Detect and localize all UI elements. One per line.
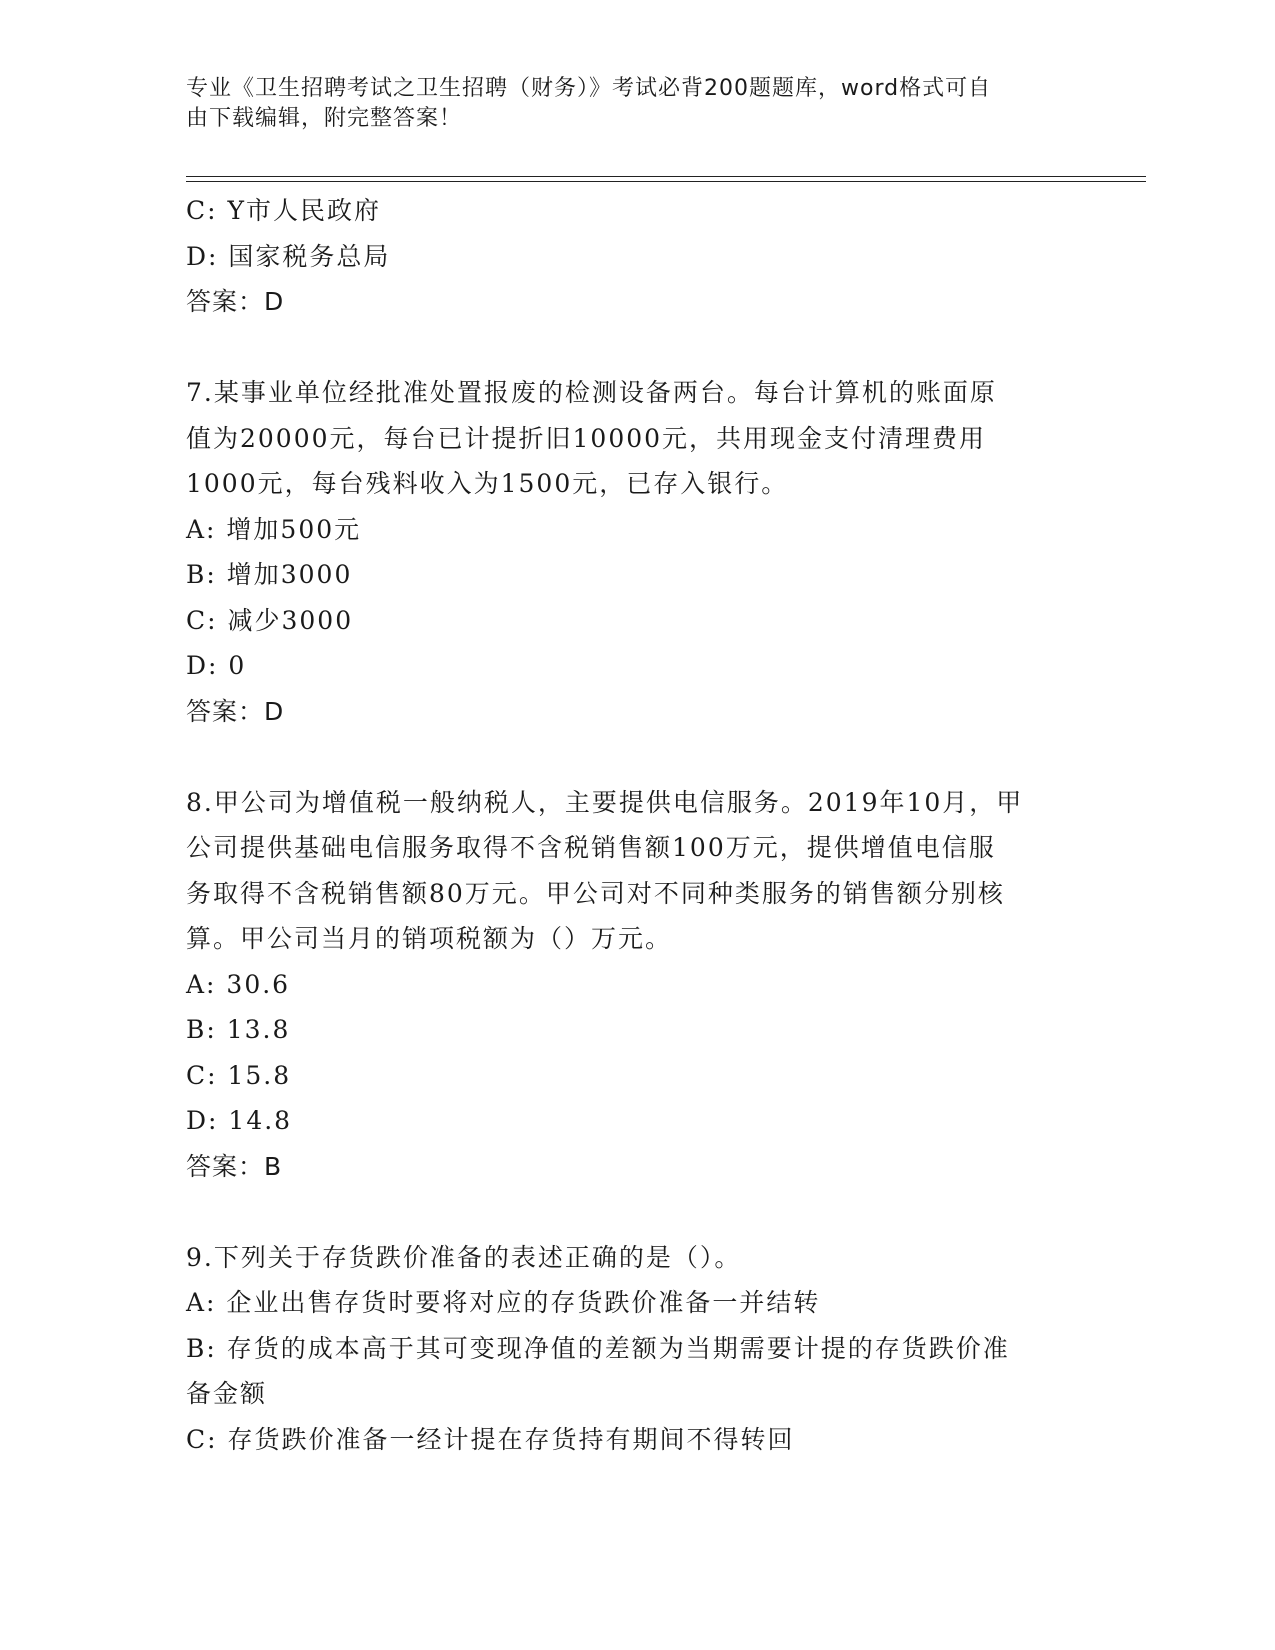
answer-label: 答案：B <box>186 1151 283 1181</box>
question-7 <box>186 370 1066 734</box>
question-list <box>186 188 1066 1462</box>
question-8 <box>186 780 1066 1190</box>
option-a: A: 企业出售存货时要将对应的存货跌价准备一并结转 <box>186 1288 821 1317</box>
option-b: B: 增加3000 <box>186 560 353 589</box>
spacer <box>186 1189 1066 1235</box>
question-9 <box>186 1235 1066 1463</box>
header-line-2: 由下载编辑，附完整答案！ <box>186 106 463 131</box>
option-a: A: 增加500元 <box>186 514 362 544</box>
answer-label: 答案：D <box>186 696 285 726</box>
header-rule-top <box>186 176 1146 177</box>
question-stem-line: 公司提供基础电信服务取得不含税销售额100万元，提供增值电信服 <box>186 833 996 862</box>
question-stem-line: 值为20000元，每台已计提折旧10000元，共用现金支付清理费用 <box>186 423 987 453</box>
option-c: C: Y市人民政府 <box>186 196 382 225</box>
question-stem-line: 务取得不含税销售额80万元。甲公司对不同种类服务的销售额分别核 <box>186 878 1005 908</box>
header-rule-bottom <box>186 181 1146 182</box>
option-d: D: 国家税务总局 <box>186 241 391 271</box>
option-b: B: 13.8 <box>186 1015 291 1044</box>
header-line-1: 专业《卫生招聘考试之卫生招聘（财务）》考试必背200题题库，word格式可自 <box>186 76 992 101</box>
option-a: A: 30.6 <box>186 969 291 999</box>
option-c: C: 减少3000 <box>186 605 354 635</box>
spacer <box>186 325 1066 371</box>
question-stem-line: 8.甲公司为增值税一般纳税人，主要提供电信服务。2019年10月，甲 <box>186 787 1024 817</box>
option-c: C: 存货跌价准备一经计提在存货持有期间不得转回 <box>186 1424 795 1454</box>
document-header <box>186 74 1066 134</box>
question-stem-line: 1000元，每台残料收入为1500元，已存入银行。 <box>186 469 789 498</box>
option-d: D: 0 <box>186 651 247 680</box>
answer-label: 答案：D <box>186 287 285 316</box>
question-stem-line: 算。甲公司当月的销项税额为（）万元。 <box>186 924 673 953</box>
question-stem-line: 7.某事业单位经批准处置报废的检测设备两台。每台计算机的账面原 <box>186 378 997 407</box>
option-d: D: 14.8 <box>186 1106 293 1135</box>
question-stem-line: 9.下列关于存货跌价准备的表述正确的是（）。 <box>186 1242 742 1272</box>
spacer <box>186 734 1066 780</box>
option-b-continued: 备金额 <box>186 1379 268 1408</box>
option-b: B: 存货的成本高于其可变现净值的差额为当期需要计提的存货跌价准 <box>186 1333 1010 1363</box>
option-c: C: 15.8 <box>186 1060 292 1090</box>
question-6-tail <box>186 188 1066 325</box>
